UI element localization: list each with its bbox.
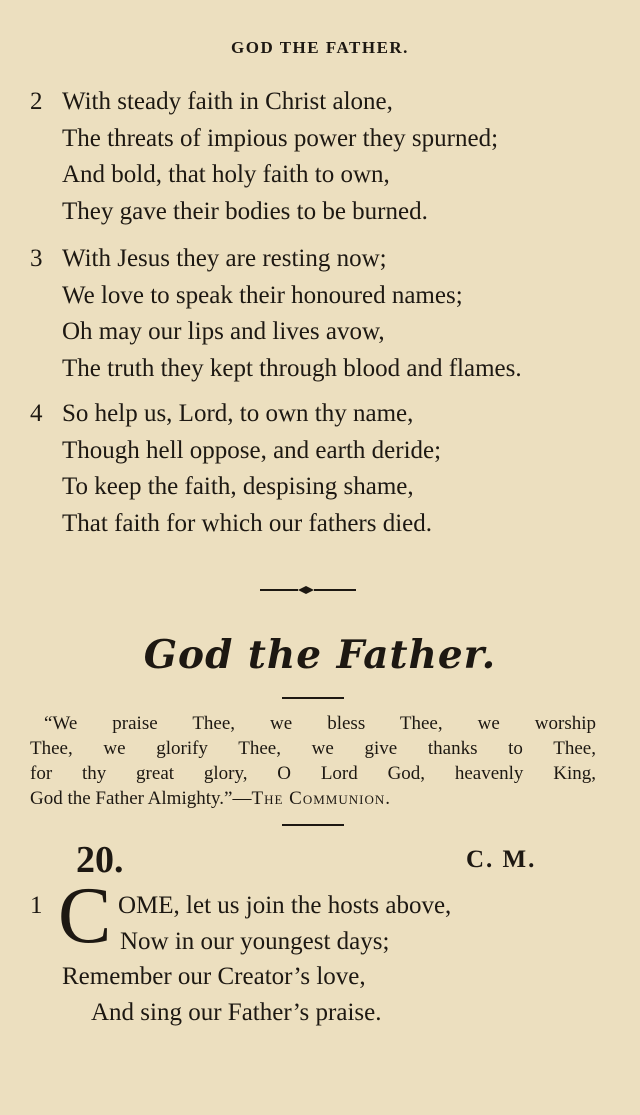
epigraph-line: “We praise Thee, we bless Thee, we worship xyxy=(44,713,596,734)
stanza-line: To keep the faith, despising shame, xyxy=(62,473,414,500)
stanza-line: We love to speak their honoured names; xyxy=(62,281,463,309)
stanza-number: 3 xyxy=(30,245,43,272)
running-head: GOD THE FATHER. xyxy=(231,38,409,57)
stanza-number: 4 xyxy=(30,400,43,427)
stanza-line xyxy=(30,84,610,121)
stanza-line xyxy=(30,241,610,278)
stanza-line: They gave their bodies to be burned. xyxy=(62,197,428,225)
stanza-line: Oh may our lips and lives avow, xyxy=(62,318,385,345)
stanza xyxy=(30,396,610,542)
epigraph-line: Thee, we glorify Thee, we give thanks to Thee, xyxy=(30,738,596,759)
stanza-line-text: With steady faith in Christ alone, xyxy=(62,88,393,115)
epigraph-line xyxy=(30,786,596,811)
epigraph-line-text: God the Father Almighty.”— xyxy=(30,788,252,809)
stanza-line: And bold, that holy faith to own, xyxy=(62,161,390,188)
hymn-number: 20. xyxy=(76,839,124,881)
hymn-line: Remember our Creator’s love, xyxy=(62,963,366,990)
stanza-line: Though hell oppose, and earth deride; xyxy=(62,436,442,464)
drop-cap: C xyxy=(58,872,112,960)
hymn-line: And sing our Father’s praise. xyxy=(91,999,382,1026)
epigraph xyxy=(30,711,596,811)
hymn-line: Now in our youngest days; xyxy=(120,928,390,955)
ornament-divider-icon xyxy=(260,583,356,597)
stanza-line: The threats of impious power they spurned; xyxy=(62,124,499,152)
section-title: God the Father. xyxy=(143,632,497,678)
stanza-line: The truth they kept through blood and flames. xyxy=(62,354,522,382)
hymn-rule xyxy=(282,824,344,826)
epigraph-attribution: The Communion. xyxy=(251,788,391,809)
title-rule xyxy=(282,697,344,699)
stanza-line-text: So help us, Lord, to own thy name, xyxy=(62,400,414,427)
stanza-number: 2 xyxy=(30,88,43,115)
hymn-meter: C. M. xyxy=(466,846,537,873)
stanza-line: That faith for which our fathers died. xyxy=(62,509,433,537)
epigraph-line: for thy great glory, O Lord God, heavenly King, xyxy=(30,763,596,784)
verse-number: 1 xyxy=(30,892,43,919)
hymn-line: OME, let us join the hosts above, xyxy=(118,892,452,919)
stanza xyxy=(30,241,610,387)
stanza xyxy=(30,84,610,230)
stanza-line-text: With Jesus they are resting now; xyxy=(62,245,387,272)
stanza-line xyxy=(30,396,610,433)
